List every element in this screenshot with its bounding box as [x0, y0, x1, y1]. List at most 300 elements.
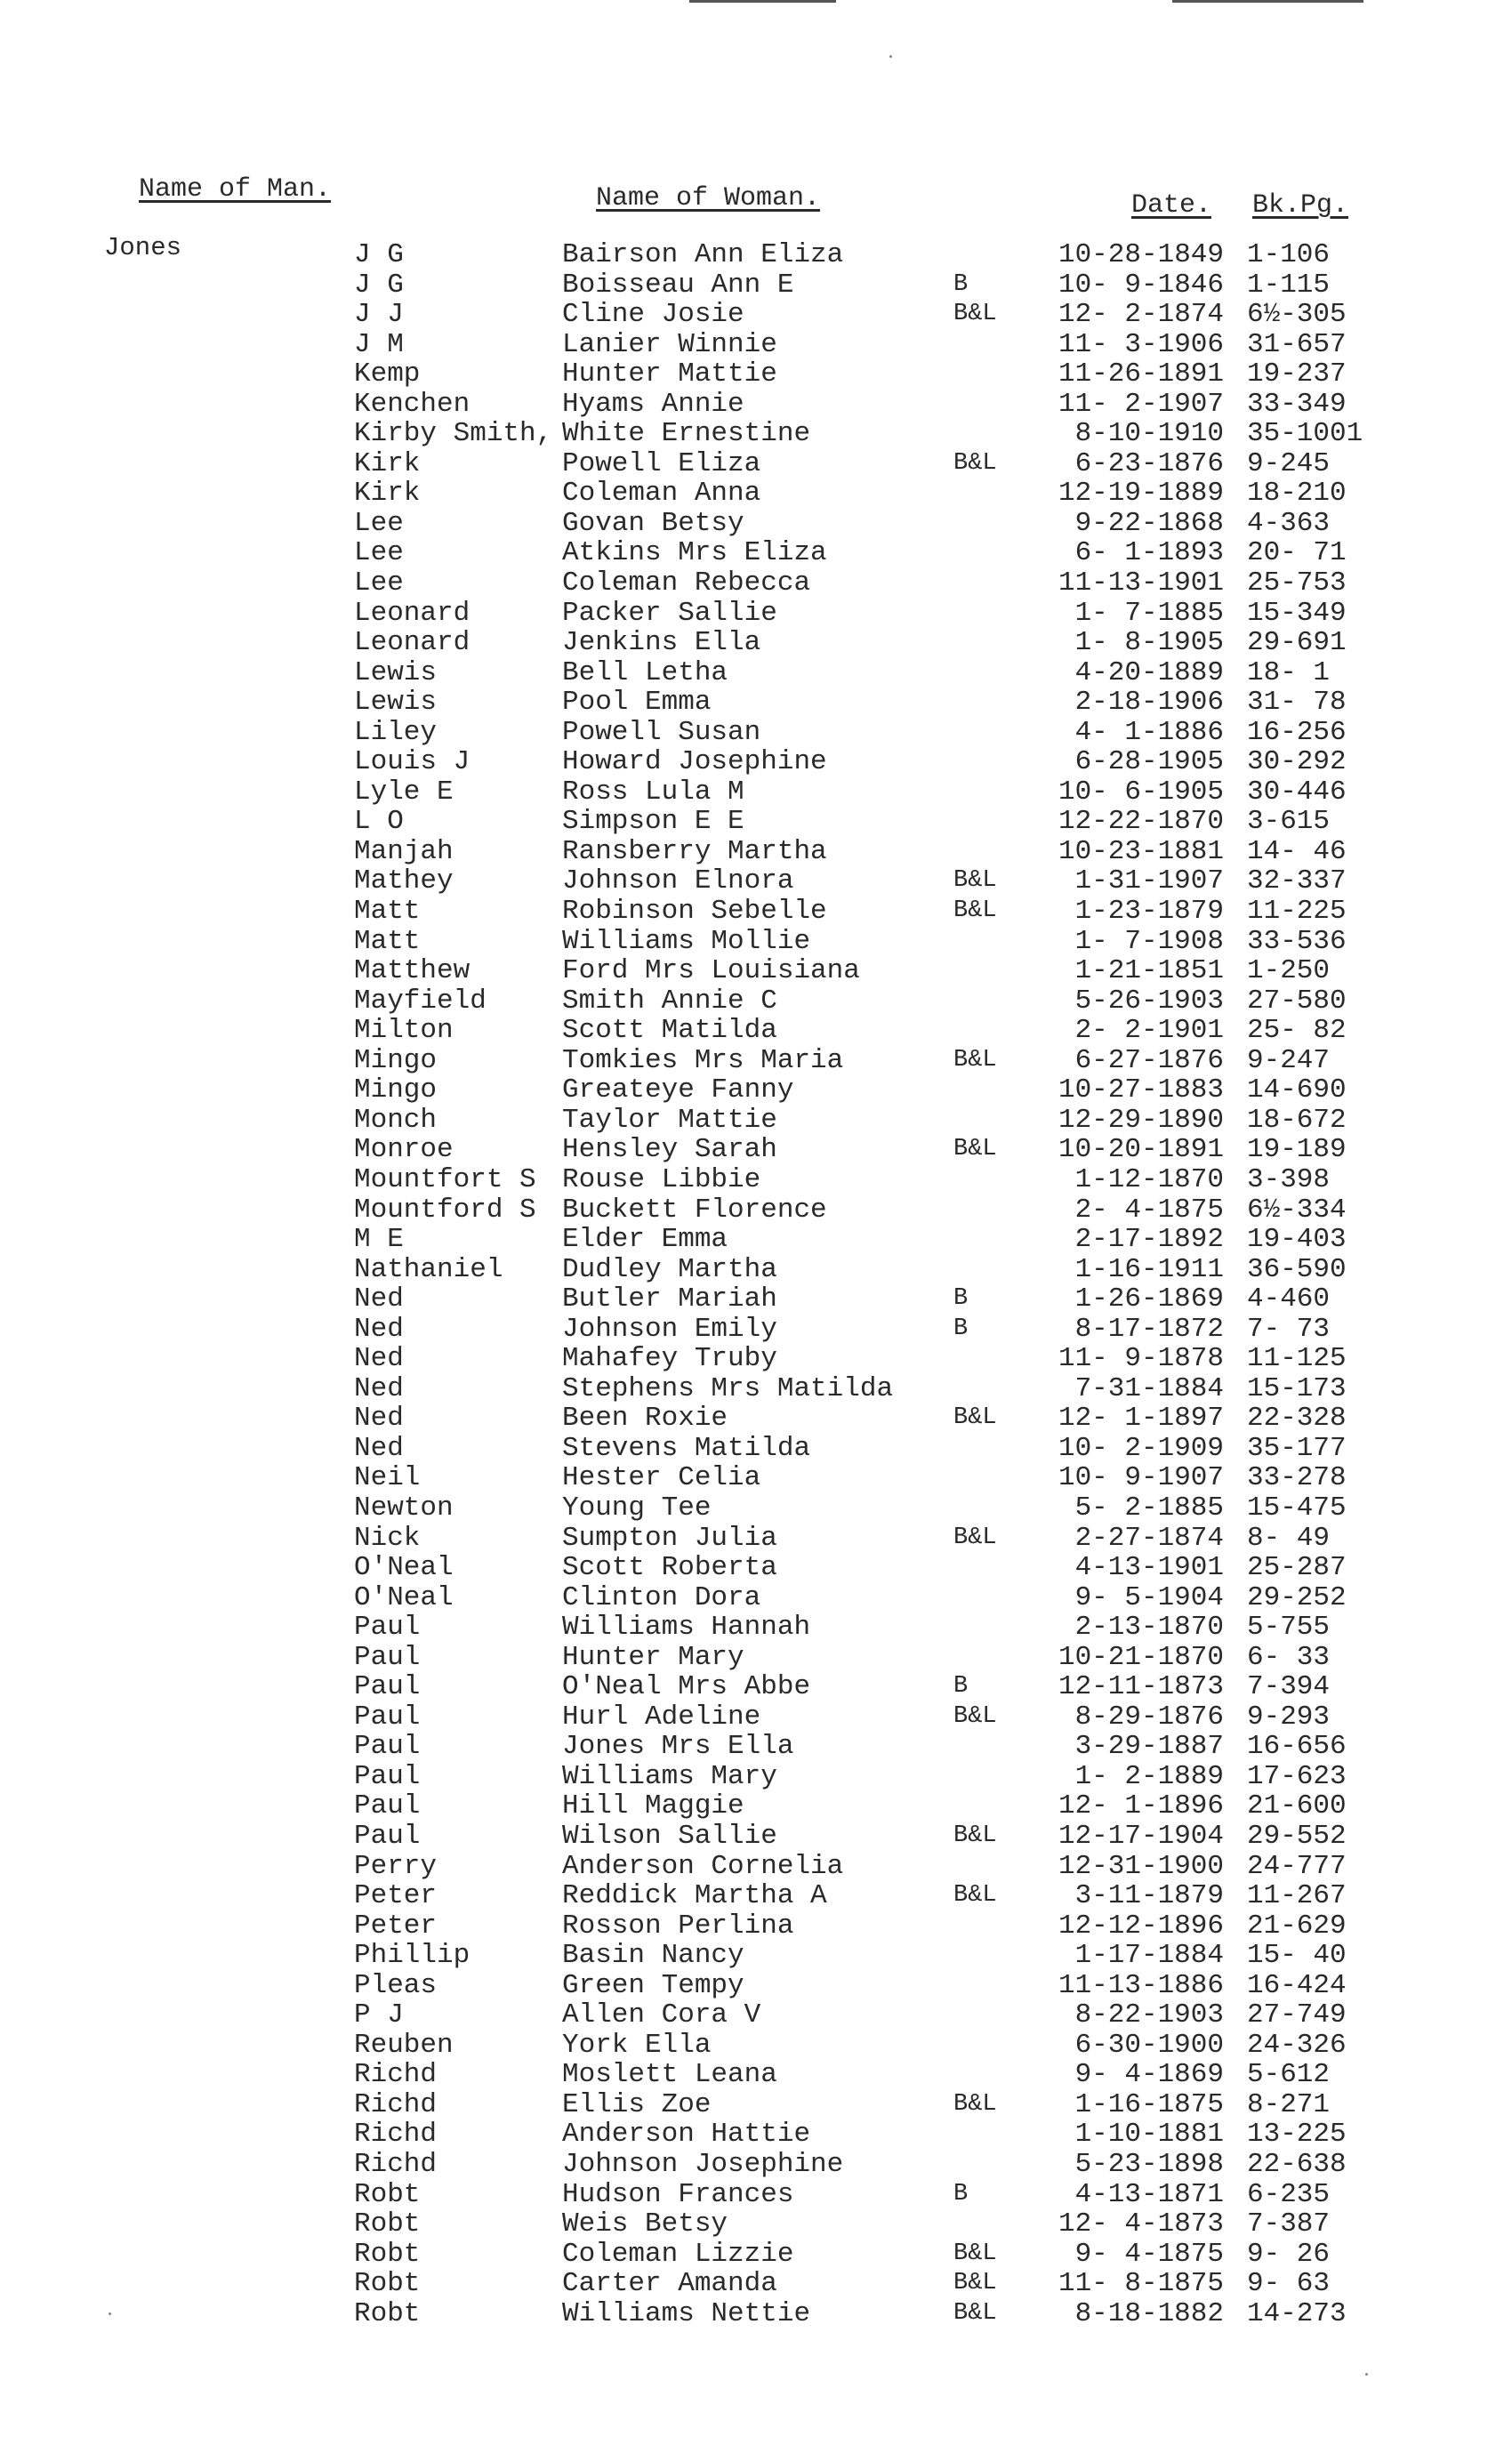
man-name: Monroe	[354, 1134, 454, 1166]
woman-name: Weis Betsy	[562, 2208, 728, 2240]
man-name: M E	[354, 1224, 404, 1256]
record-code: B	[953, 1285, 969, 1313]
book-page: 18-672	[1247, 1104, 1347, 1136]
book-page: 4-363	[1247, 507, 1331, 539]
marriage-date: 5- 2-1885	[1074, 1492, 1224, 1524]
top-rule-left	[689, 0, 836, 3]
woman-name: Williams Mollie	[562, 925, 811, 957]
record-row	[0, 1284, 1512, 1315]
record-row	[0, 1762, 1512, 1792]
man-name: Phillip	[354, 1940, 470, 1972]
book-page: 35-177	[1247, 1432, 1347, 1464]
marriage-date: 10-21-1870	[1058, 1641, 1224, 1673]
book-page: 15-349	[1247, 597, 1347, 629]
record-code: B&L	[953, 1404, 997, 1432]
marriage-date: 4-13-1901	[1074, 1552, 1224, 1584]
scan-speck	[1365, 2373, 1368, 2376]
woman-name: Williams Hannah	[562, 1612, 811, 1644]
book-page: 7-394	[1247, 1671, 1331, 1703]
marriage-date: 10-27-1883	[1058, 1074, 1224, 1106]
man-name: Mingo	[354, 1044, 438, 1076]
man-name: Matthew	[354, 955, 470, 987]
record-code: B	[953, 1315, 969, 1342]
marriage-date: 10-28-1849	[1058, 239, 1224, 270]
woman-name: Dudley Martha	[562, 1253, 777, 1285]
record-code: B&L	[953, 867, 997, 895]
man-name: Richd	[354, 2119, 438, 2151]
book-page: 33-536	[1247, 925, 1347, 957]
record-row	[0, 1822, 1512, 1852]
book-page: 29-252	[1247, 1581, 1347, 1613]
marriage-date: 12-31-1900	[1058, 1850, 1224, 1882]
man-name: Matt	[354, 925, 421, 957]
woman-name: Ross Lula M	[562, 776, 744, 808]
marriage-date: 12- 4-1873	[1058, 2208, 1224, 2240]
book-page: 1-250	[1247, 955, 1331, 987]
record-row	[0, 2240, 1512, 2270]
book-page: 8-271	[1247, 2088, 1331, 2120]
marriage-date: 1-16-1875	[1074, 2088, 1224, 2120]
woman-name: Hunter Mary	[562, 1641, 744, 1673]
man-name: Milton	[354, 1015, 454, 1047]
marriage-date: 2-18-1906	[1074, 687, 1224, 719]
book-page: 25-287	[1247, 1552, 1347, 1584]
woman-name: Moslett Leana	[562, 2059, 777, 2091]
man-name: Mountford S	[354, 1194, 536, 1226]
record-row	[0, 1852, 1512, 1882]
record-row	[0, 419, 1512, 449]
woman-name: Mahafey Truby	[562, 1343, 777, 1375]
book-page: 33-278	[1247, 1462, 1347, 1494]
marriage-date: 12-17-1904	[1058, 1820, 1224, 1852]
record-code: B&L	[953, 897, 997, 925]
woman-name: Rosson Perlina	[562, 1910, 794, 1942]
record-row	[0, 1255, 1512, 1285]
book-page: 14-690	[1247, 1074, 1347, 1106]
record-row	[0, 1583, 1512, 1613]
record-row	[0, 1075, 1512, 1106]
woman-name: Green Tempy	[562, 1969, 744, 2001]
marriage-date: 4- 1-1886	[1074, 716, 1224, 748]
man-name: Lyle E	[354, 776, 454, 808]
man-name: Robt	[354, 2297, 421, 2329]
record-row	[0, 628, 1512, 658]
woman-name: Anderson Hattie	[562, 2119, 811, 2151]
marriage-date: 12-12-1896	[1058, 1910, 1224, 1942]
marriage-date: 12- 2-1874	[1058, 299, 1224, 331]
header-date: Date.	[1131, 190, 1212, 221]
header-name-of-woman: Name of Woman.	[596, 183, 821, 213]
record-row	[0, 807, 1512, 837]
man-name: Leonard	[354, 627, 470, 659]
woman-name: Coleman Lizzie	[562, 2238, 794, 2270]
man-name: Neil	[354, 1462, 421, 1494]
book-page: 35-1001	[1247, 418, 1363, 450]
man-name: Nathaniel	[354, 1253, 503, 1285]
woman-name: Ford Mrs Louisiana	[562, 955, 860, 987]
book-page: 24-326	[1247, 2029, 1347, 2061]
man-name: Richd	[354, 2088, 438, 2120]
woman-name: Coleman Rebecca	[562, 567, 811, 599]
woman-name: Boisseau Ann E	[562, 269, 794, 301]
man-name: Kirby Smith,	[354, 418, 553, 450]
record-row	[0, 1493, 1512, 1524]
woman-name: Scott Matilda	[562, 1015, 777, 1047]
book-page: 16-656	[1247, 1731, 1347, 1763]
record-row	[0, 927, 1512, 957]
woman-name: Robinson Sebelle	[562, 896, 827, 928]
man-name: Richd	[354, 2149, 438, 2180]
woman-name: Lanier Winnie	[562, 328, 777, 360]
record-row	[0, 1613, 1512, 1643]
woman-name: Hill Maggie	[562, 1790, 744, 1822]
man-name: Mingo	[354, 1074, 438, 1106]
woman-name: Simpson E E	[562, 806, 744, 838]
marriage-date: 5-26-1903	[1074, 985, 1224, 1017]
record-row	[0, 330, 1512, 360]
record-row	[0, 359, 1512, 390]
man-name: Monch	[354, 1104, 438, 1136]
record-row	[0, 747, 1512, 777]
record-row	[0, 1106, 1512, 1136]
marriage-date: 1-23-1879	[1074, 896, 1224, 928]
record-row	[0, 866, 1512, 897]
record-row	[0, 390, 1512, 420]
woman-name: Hurl Adeline	[562, 1701, 761, 1733]
book-page: 29-552	[1247, 1820, 1347, 1852]
man-name: L O	[354, 806, 404, 838]
book-page: 5-755	[1247, 1612, 1331, 1644]
scan-speck	[889, 55, 892, 58]
marriage-date: 1-26-1869	[1074, 1283, 1224, 1315]
record-row	[0, 509, 1512, 539]
woman-name: Allen Cora V	[562, 1999, 761, 2031]
woman-name: Elder Emma	[562, 1224, 728, 1256]
woman-name: Johnson Josephine	[562, 2149, 844, 2180]
record-row	[0, 449, 1512, 479]
marriage-date: 1- 7-1885	[1074, 597, 1224, 629]
marriage-date: 3-11-1879	[1074, 1880, 1224, 1912]
man-name: Nick	[354, 1522, 421, 1554]
marriage-date: 1-17-1884	[1074, 1940, 1224, 1972]
record-row	[0, 1046, 1512, 1076]
woman-name: Ellis Zoe	[562, 2088, 712, 2120]
record-code: B&L	[953, 2270, 997, 2297]
record-row	[0, 1732, 1512, 1762]
record-row	[0, 2209, 1512, 2240]
book-page: 25-753	[1247, 567, 1347, 599]
record-row	[0, 658, 1512, 688]
record-row	[0, 568, 1512, 599]
woman-name: Pool Emma	[562, 687, 712, 719]
record-row	[0, 1225, 1512, 1255]
woman-name: Powell Eliza	[562, 447, 761, 479]
woman-name: Sumpton Julia	[562, 1522, 777, 1554]
book-page: 17-623	[1247, 1760, 1347, 1792]
woman-name: Greateye Fanny	[562, 1074, 794, 1106]
book-page: 18- 1	[1247, 656, 1331, 688]
man-name: Robt	[354, 2238, 421, 2270]
man-name: Kirk	[354, 478, 421, 510]
marriage-date: 2- 2-1901	[1074, 1015, 1224, 1047]
record-row	[0, 956, 1512, 986]
book-page: 3-615	[1247, 806, 1331, 838]
record-row	[0, 897, 1512, 927]
woman-name: Packer Sallie	[562, 597, 777, 629]
book-page: 18-210	[1247, 478, 1347, 510]
man-name: Paul	[354, 1612, 421, 1644]
book-page: 16-256	[1247, 716, 1347, 748]
book-page: 1-106	[1247, 239, 1331, 270]
marriage-date: 12-29-1890	[1058, 1104, 1224, 1136]
marriage-date: 11- 3-1906	[1058, 328, 1224, 360]
woman-name: Tomkies Mrs Maria	[562, 1044, 844, 1076]
marriage-date: 1-16-1911	[1074, 1253, 1224, 1285]
woman-name: Stephens Mrs Matilda	[562, 1372, 894, 1404]
book-page: 14- 46	[1247, 835, 1347, 867]
record-row	[0, 777, 1512, 808]
record-row	[0, 538, 1512, 568]
man-name: Peter	[354, 1880, 438, 1912]
man-name: Ned	[354, 1283, 404, 1315]
man-name: Liley	[354, 716, 438, 748]
marriage-date: 6-23-1876	[1074, 447, 1224, 479]
marriage-date: 7-31-1884	[1074, 1372, 1224, 1404]
book-page: 20- 71	[1247, 537, 1347, 569]
woman-name: Howard Josephine	[562, 746, 827, 778]
book-page: 9-293	[1247, 1701, 1331, 1733]
record-row	[0, 1971, 1512, 2001]
marriage-date: 1- 8-1905	[1074, 627, 1224, 659]
man-name: Ned	[354, 1343, 404, 1375]
marriage-date: 9- 5-1904	[1074, 1581, 1224, 1613]
header-book-page: Bk.Pg.	[1252, 190, 1349, 221]
record-row	[0, 2119, 1512, 2150]
woman-name: Taylor Mattie	[562, 1104, 777, 1136]
marriage-date: 10- 6-1905	[1058, 776, 1224, 808]
record-row	[0, 240, 1512, 270]
man-name: Ned	[354, 1313, 404, 1345]
marriage-date: 8-17-1872	[1074, 1313, 1224, 1345]
book-page: 19-237	[1247, 358, 1347, 390]
woman-name: Govan Betsy	[562, 507, 744, 539]
record-row	[0, 479, 1512, 509]
man-name: Paul	[354, 1641, 421, 1673]
book-page: 15- 40	[1247, 1940, 1347, 1972]
book-page: 7-387	[1247, 2208, 1331, 2240]
record-code: B&L	[953, 301, 997, 328]
book-page: 6-235	[1247, 2178, 1331, 2210]
marriage-date: 1-31-1907	[1074, 865, 1224, 897]
man-name: J J	[354, 299, 404, 331]
man-name: O'Neal	[354, 1552, 454, 1584]
record-code: B	[953, 1673, 969, 1701]
record-row	[0, 2060, 1512, 2090]
top-rule-right	[1172, 0, 1363, 3]
book-page: 31-657	[1247, 328, 1347, 360]
man-name: Paul	[354, 1731, 421, 1763]
records-list	[0, 240, 1512, 2328]
woman-name: Bell Letha	[562, 656, 728, 688]
man-name: Lewis	[354, 656, 438, 688]
book-page: 8- 49	[1247, 1522, 1331, 1554]
woman-name: Carter Amanda	[562, 2268, 777, 2300]
woman-name: Hunter Mattie	[562, 358, 777, 390]
woman-name: Smith Annie C	[562, 985, 777, 1017]
marriage-date: 3-29-1887	[1074, 1731, 1224, 1763]
record-code: B&L	[953, 1136, 997, 1163]
record-row	[0, 2150, 1512, 2180]
man-name: Paul	[354, 1820, 421, 1852]
book-page: 33-349	[1247, 388, 1347, 420]
book-page: 22-638	[1247, 2149, 1347, 2180]
book-page: 1-115	[1247, 269, 1331, 301]
marriage-date: 11-13-1886	[1058, 1969, 1224, 2001]
marriage-date: 5-23-1898	[1074, 2149, 1224, 2180]
record-row	[0, 1881, 1512, 1911]
woman-name: Atkins Mrs Eliza	[562, 537, 827, 569]
book-page: 11-125	[1247, 1343, 1347, 1375]
book-page: 9- 63	[1247, 2268, 1331, 2300]
marriage-date: 11- 8-1875	[1058, 2268, 1224, 2300]
woman-name: Wilson Sallie	[562, 1820, 777, 1852]
woman-name: Powell Susan	[562, 716, 761, 748]
book-page: 22-328	[1247, 1403, 1347, 1435]
woman-name: Jones Mrs Ella	[562, 1731, 794, 1763]
man-name: Reuben	[354, 2029, 454, 2061]
man-name: Kenchen	[354, 388, 470, 420]
woman-name: O'Neal Mrs Abbe	[562, 1671, 811, 1703]
record-code: B&L	[953, 449, 997, 477]
marriage-date: 1-21-1851	[1074, 955, 1224, 987]
woman-name: Cline Josie	[562, 299, 744, 331]
marriage-date: 2- 4-1875	[1074, 1194, 1224, 1226]
man-name: J G	[354, 239, 404, 270]
marriage-date: 10-20-1891	[1058, 1134, 1224, 1166]
record-row	[0, 1463, 1512, 1493]
book-page: 24-777	[1247, 1850, 1347, 1882]
record-row	[0, 688, 1512, 718]
marriage-date: 4-20-1889	[1074, 656, 1224, 688]
marriage-date: 10- 2-1909	[1058, 1432, 1224, 1464]
woman-name: Hester Celia	[562, 1462, 761, 1494]
marriage-date: 6-27-1876	[1074, 1044, 1224, 1076]
record-row	[0, 1374, 1512, 1404]
woman-name: Hensley Sarah	[562, 1134, 777, 1166]
woman-name: Stevens Matilda	[562, 1432, 811, 1464]
man-name: Manjah	[354, 835, 454, 867]
record-code: B&L	[953, 1524, 997, 1551]
record-row	[0, 1403, 1512, 1434]
record-row	[0, 1702, 1512, 1733]
marriage-date: 9- 4-1875	[1074, 2238, 1224, 2270]
woman-name: York Ella	[562, 2029, 712, 2061]
book-page: 16-424	[1247, 1969, 1347, 2001]
record-row	[0, 2299, 1512, 2329]
book-page: 5-612	[1247, 2059, 1331, 2091]
record-row	[0, 2031, 1512, 2061]
book-page: 11-225	[1247, 896, 1347, 928]
man-name: J M	[354, 328, 404, 360]
book-page: 27-749	[1247, 1999, 1347, 2031]
record-row	[0, 1344, 1512, 1374]
woman-name: Hudson Frances	[562, 2178, 794, 2210]
marriage-date: 12- 1-1897	[1058, 1403, 1224, 1435]
man-name: Paul	[354, 1760, 421, 1792]
woman-name: Hyams Annie	[562, 388, 744, 420]
record-code: B&L	[953, 1882, 997, 1910]
man-name: Ned	[354, 1372, 404, 1404]
record-row	[0, 1315, 1512, 1345]
record-row	[0, 837, 1512, 867]
record-row	[0, 1016, 1512, 1046]
man-name: Ned	[354, 1432, 404, 1464]
record-row	[0, 599, 1512, 629]
marriage-date: 12-19-1889	[1058, 478, 1224, 510]
record-row	[0, 1911, 1512, 1942]
marriage-date: 8-22-1903	[1074, 1999, 1224, 2031]
record-row	[0, 270, 1512, 301]
record-code: B&L	[953, 2240, 997, 2267]
book-page: 3-398	[1247, 1163, 1331, 1195]
woman-name: Williams Mary	[562, 1760, 777, 1792]
book-page: 7- 73	[1247, 1313, 1331, 1345]
book-page: 9- 26	[1247, 2238, 1331, 2270]
man-name: Kirk	[354, 447, 421, 479]
man-name: O'Neal	[354, 1581, 454, 1613]
man-name: Mayfield	[354, 985, 487, 1017]
marriage-date: 12- 1-1896	[1058, 1790, 1224, 1822]
man-name: Perry	[354, 1850, 438, 1882]
woman-name: Bairson Ann Eliza	[562, 239, 844, 270]
book-page: 21-629	[1247, 1910, 1347, 1942]
man-name: Lee	[354, 537, 404, 569]
book-page: 9-247	[1247, 1044, 1331, 1076]
marriage-date: 11- 2-1907	[1058, 388, 1224, 420]
marriage-date: 6-30-1900	[1074, 2029, 1224, 2061]
record-row	[0, 300, 1512, 330]
marriage-date: 1- 7-1908	[1074, 925, 1224, 957]
record-code: B&L	[953, 1046, 997, 1074]
woman-name: Rouse Libbie	[562, 1163, 761, 1195]
scan-speck	[109, 2312, 111, 2315]
woman-name: Reddick Martha A	[562, 1880, 827, 1912]
man-name: Ned	[354, 1403, 404, 1435]
man-name: Mountfort S	[354, 1163, 536, 1195]
marriage-date: 2-27-1874	[1074, 1522, 1224, 1554]
woman-name: Coleman Anna	[562, 478, 761, 510]
record-row	[0, 2269, 1512, 2299]
woman-name: Johnson Elnora	[562, 865, 794, 897]
marriage-date: 1-10-1881	[1074, 2119, 1224, 2151]
marriage-date: 6- 1-1893	[1074, 537, 1224, 569]
record-code: B&L	[953, 1822, 997, 1849]
woman-name: Ransberry Martha	[562, 835, 827, 867]
record-row	[0, 1434, 1512, 1464]
man-name: Paul	[354, 1701, 421, 1733]
book-page: 13-225	[1247, 2119, 1347, 2151]
marriage-date: 10- 9-1846	[1058, 269, 1224, 301]
record-row	[0, 1791, 1512, 1822]
record-row	[0, 2180, 1512, 2210]
marriage-date: 1- 2-1889	[1074, 1760, 1224, 1792]
man-name: Paul	[354, 1790, 421, 1822]
record-row	[0, 1165, 1512, 1195]
record-row	[0, 1553, 1512, 1583]
marriage-date: 8-18-1882	[1074, 2297, 1224, 2329]
marriage-date: 1-12-1870	[1074, 1163, 1224, 1195]
record-code: B&L	[953, 1702, 997, 1730]
